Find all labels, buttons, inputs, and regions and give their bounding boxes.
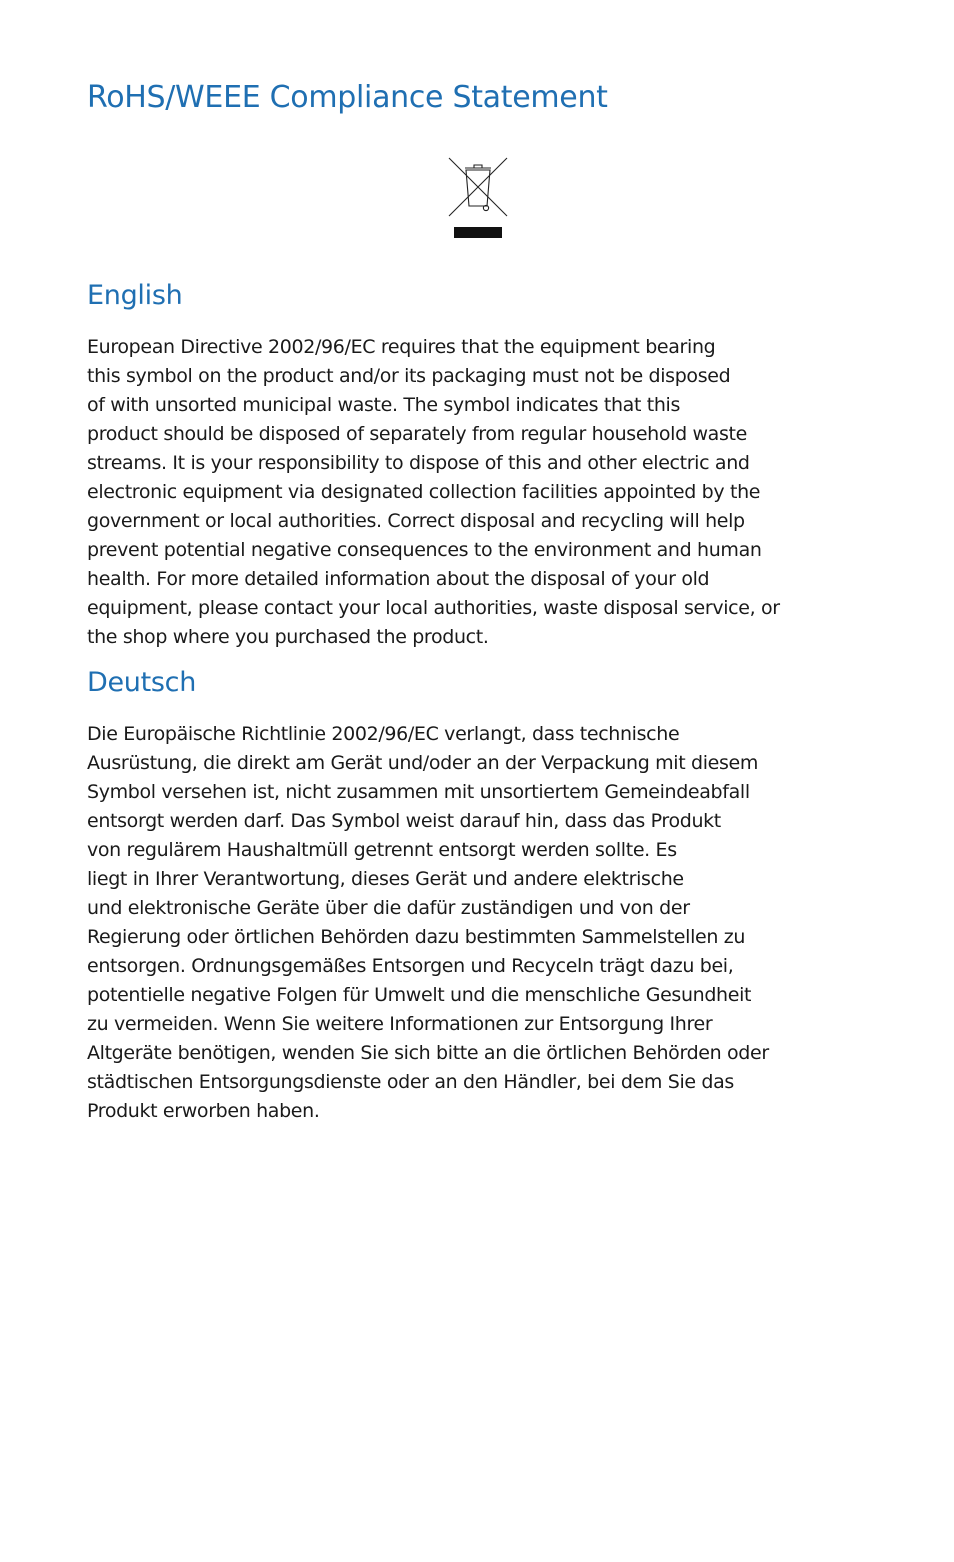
text-line: product should be disposed of separately from regular household waste bbox=[87, 423, 747, 445]
text-line: zu vermeiden. Wenn Sie weitere Informationen zur Entsorgung Ihrer bbox=[87, 1013, 713, 1035]
text-line: Regierung oder örtlichen Behörden dazu bestimmten Sammelstellen zu bbox=[87, 926, 746, 948]
section-heading-deutsch: Deutsch bbox=[87, 667, 197, 698]
text-line: entsorgen. Ordnungsgemäßes Entsorgen und Recyceln trägt dazu bei, bbox=[87, 955, 734, 977]
text-line: of with unsorted municipal waste. The symbol indicates that this bbox=[87, 394, 681, 416]
english-paragraph bbox=[87, 333, 780, 652]
text-line: this symbol on the product and/or its packaging must not be disposed bbox=[87, 365, 731, 387]
text-line: liegt in Ihrer Verantwortung, dieses Gerät und andere elektrische bbox=[87, 868, 684, 890]
text-line: von regulärem Haushaltmüll getrennt entsorgt werden sollte. Es bbox=[87, 839, 677, 861]
text-line: prevent potential negative consequences to the environment and human bbox=[87, 539, 762, 561]
text-line: health. For more detailed information about the disposal of your old bbox=[87, 568, 710, 590]
text-line: Symbol versehen ist, nicht zusammen mit unsortiertem Gemeindeabfall bbox=[87, 781, 750, 803]
text-line: the shop where you purchased the product. bbox=[87, 626, 489, 648]
crossed-out-wheelie-bin-icon bbox=[447, 156, 509, 240]
text-line: Die Europäische Richtlinie 2002/96/EC verlangt, dass technische bbox=[87, 723, 680, 745]
text-line: potentielle negative Folgen für Umwelt und die menschliche Gesundheit bbox=[87, 984, 752, 1006]
section-heading-english: English bbox=[87, 280, 183, 311]
text-line: Produkt erworben haben. bbox=[87, 1100, 320, 1122]
deutsch-paragraph bbox=[87, 720, 769, 1126]
text-line: städtischen Entsorgungsdienste oder an den Händler, bei dem Sie das bbox=[87, 1071, 734, 1093]
text-line: electronic equipment via designated collection facilities appointed by the bbox=[87, 481, 761, 503]
text-line: equipment, please contact your local authorities, waste disposal service, or bbox=[87, 597, 780, 619]
page-title: RoHS/WEEE Compliance Statement bbox=[87, 80, 608, 115]
text-line: Ausrüstung, die direkt am Gerät und/oder an der Verpackung mit diesem bbox=[87, 752, 759, 774]
text-line: government or local authorities. Correct disposal and recycling will help bbox=[87, 510, 745, 532]
text-line: und elektronische Geräte über die dafür zuständigen und von der bbox=[87, 897, 690, 919]
text-line: European Directive 2002/96/EC requires that the equipment bearing bbox=[87, 336, 716, 358]
text-line: streams. It is your responsibility to dispose of this and other electric and bbox=[87, 452, 750, 474]
text-line: entsorgt werden darf. Das Symbol weist darauf hin, dass das Produkt bbox=[87, 810, 721, 832]
text-line: Altgeräte benötigen, wenden Sie sich bitte an die örtlichen Behörden oder bbox=[87, 1042, 769, 1064]
